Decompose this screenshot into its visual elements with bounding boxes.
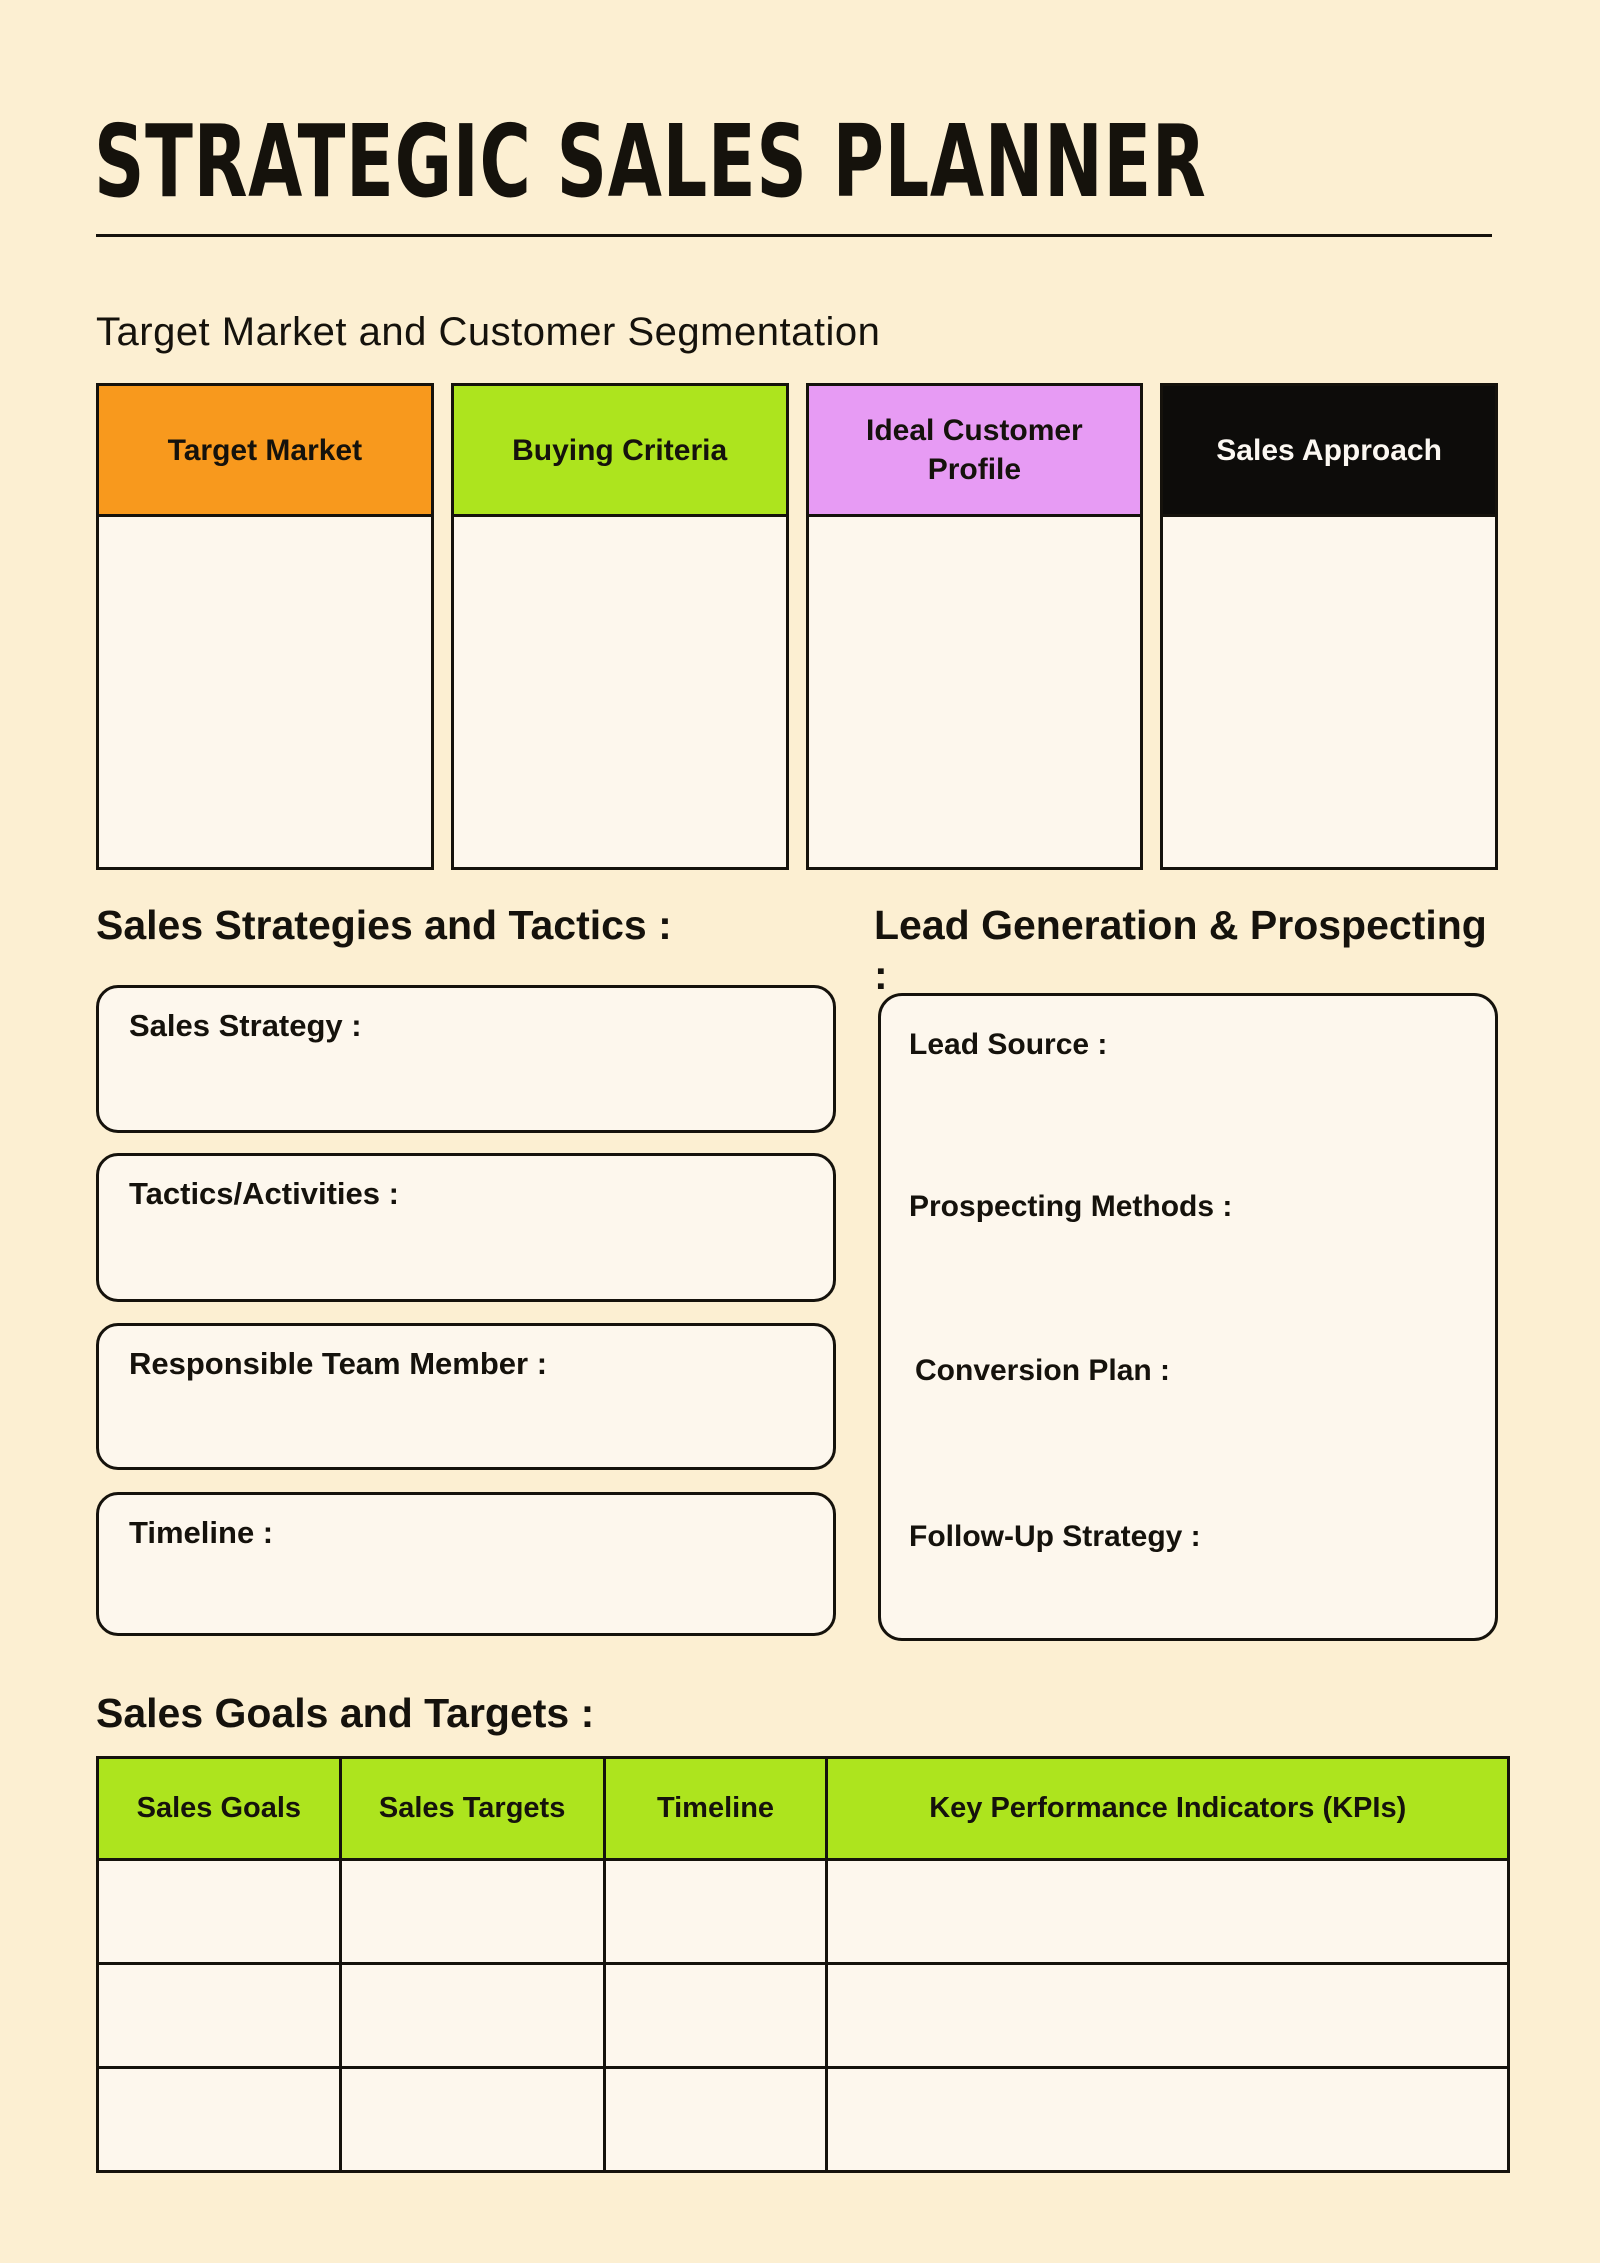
table-row xyxy=(98,2068,1509,2172)
buying-criteria-input-area[interactable] xyxy=(454,517,786,867)
table-cell[interactable] xyxy=(98,1964,341,2068)
sales-goals-column-header: Sales Goals xyxy=(98,1758,341,1860)
sales-approach-input-area[interactable] xyxy=(1163,517,1495,867)
timeline-box[interactable] xyxy=(96,1492,836,1636)
ideal-customer-profile-header-label: Ideal Customer Profile xyxy=(866,414,1083,486)
conversion-plan-label: Conversion Plan : xyxy=(915,1354,1171,1387)
goals-heading: Sales Goals and Targets : xyxy=(96,1690,595,1736)
strategies-heading: Sales Strategies and Tactics : xyxy=(96,902,672,948)
lead-generation-heading xyxy=(874,900,1514,1000)
segmentation-heading: Target Market and Customer Segmentation xyxy=(96,310,881,354)
page-title: STRATEGIC SALES PLANNER xyxy=(94,103,1207,220)
table-row xyxy=(98,1860,1509,1964)
table-cell[interactable] xyxy=(604,1860,827,1964)
target-market-header xyxy=(99,386,431,517)
lead-source-label: Lead Source : xyxy=(909,1028,1108,1061)
table-cell[interactable] xyxy=(98,2068,341,2172)
responsible-team-member-box[interactable] xyxy=(96,1323,836,1470)
sales-strategy-box[interactable] xyxy=(96,985,836,1133)
buying-criteria-header-label: Buying Criteria xyxy=(512,433,728,467)
timeline-column-header: Timeline xyxy=(604,1758,827,1860)
ideal-customer-profile-header xyxy=(809,386,1141,517)
goals-table-header-row xyxy=(98,1758,1509,1860)
lead-generation-heading-line2: : xyxy=(874,952,888,999)
segmentation-column-sales-approach xyxy=(1160,383,1498,870)
segmentation-column-ideal-customer-profile xyxy=(806,383,1144,870)
sales-approach-header-label: Sales Approach xyxy=(1216,433,1442,467)
table-cell[interactable] xyxy=(604,2068,827,2172)
target-market-input-area[interactable] xyxy=(99,517,431,867)
title-underline xyxy=(96,234,1492,237)
table-cell[interactable] xyxy=(827,2068,1509,2172)
table-cell[interactable] xyxy=(827,1964,1509,2068)
sales-strategy-label: Sales Strategy : xyxy=(129,1008,362,1043)
segmentation-column-buying-criteria xyxy=(451,383,789,870)
responsible-team-member-label: Responsible Team Member : xyxy=(129,1346,548,1381)
table-cell[interactable] xyxy=(340,1964,604,2068)
sales-approach-header xyxy=(1163,386,1495,517)
table-cell[interactable] xyxy=(827,1860,1509,1964)
table-cell[interactable] xyxy=(340,1860,604,1964)
sales-targets-column-header: Sales Targets xyxy=(340,1758,604,1860)
table-cell[interactable] xyxy=(604,1964,827,2068)
follow-up-strategy-label: Follow-Up Strategy : xyxy=(909,1520,1201,1553)
tactics-activities-label: Tactics/Activities : xyxy=(129,1176,399,1211)
segmentation-column-target-market xyxy=(96,383,434,870)
lead-generation-heading-line1: Lead Generation & Prospecting xyxy=(874,902,1487,948)
table-row xyxy=(98,1964,1509,2068)
timeline-label: Timeline : xyxy=(129,1515,274,1550)
goals-table xyxy=(96,1756,1510,2173)
prospecting-methods-label: Prospecting Methods : xyxy=(909,1190,1233,1223)
tactics-activities-box[interactable] xyxy=(96,1153,836,1302)
table-cell[interactable] xyxy=(98,1860,341,1964)
buying-criteria-header xyxy=(454,386,786,517)
ideal-customer-profile-input-area[interactable] xyxy=(809,517,1141,867)
table-cell[interactable] xyxy=(340,2068,604,2172)
kpis-column-header: Key Performance Indicators (KPIs) xyxy=(827,1758,1509,1860)
target-market-header-label: Target Market xyxy=(167,433,363,467)
lead-generation-panel[interactable] xyxy=(878,993,1498,1641)
segmentation-columns xyxy=(96,383,1498,870)
